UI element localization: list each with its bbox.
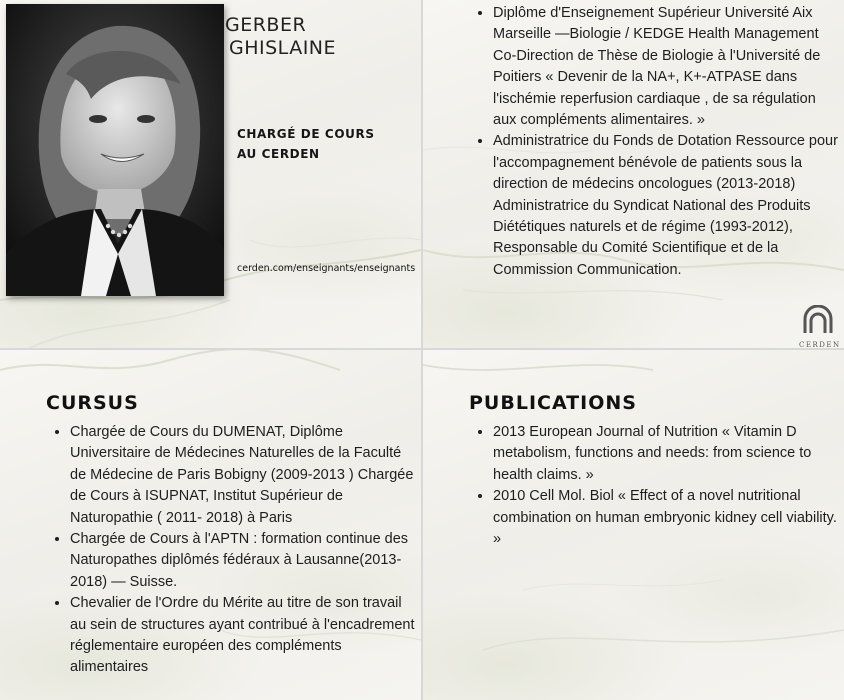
cerden-logo [799, 305, 841, 348]
publications-list [471, 422, 838, 550]
list-item: • Chevalier de l'Ordre du Mérite au titre de son travail au sein de structures ayant contribué à l'encadrement réglementaire européen des compléments alimentaires [70, 593, 415, 679]
list-item: • 2010 Cell Mol. Biol « Effect of a novel nutritional combination on human embryonic kidney cell viability. » [493, 486, 838, 550]
profile-url[interactable]: cerden.com/enseignants/enseignants [237, 263, 416, 274]
list-item: • Chargée de Cours du DUMENAT, Diplôme Universitaire de Médecines Naturelles de la Faculté de Médecine de Paris Bobigny (2009-2013 ) Chargée de Cours à ISUPNAT, Institut Supérieur de Naturopathie ( 2011- 2018) à Paris [70, 422, 415, 529]
first-name: GHISLAINE [229, 37, 337, 59]
portrait-photo [6, 4, 224, 296]
last-name: GERBER [225, 14, 307, 36]
cursus-list [48, 422, 415, 679]
list-item: • Administratrice du Fonds de Dotation Ressource pour l'accompagnement bénévole de patients sous la direction de médecins oncologues (2013-2018) Administratrice du Syndicat National des Produits Diététiques naturels et de régime (1993-2012), Responsable du Comité Scientifique et de la Commission Communication. [493, 131, 838, 281]
role-line-1: CHARGÉ DE COURS [237, 127, 375, 141]
role-line-2: AU CERDEN [237, 147, 320, 161]
list-item: • Chargée de Cours à l'APTN : formation continue des Naturopathes diplômés fédéraux à Lausanne(2013-2018) — Suisse. [70, 529, 415, 593]
role-title [237, 124, 375, 164]
list-item: • Diplôme d'Enseignement Supérieur Université Aix Marseille —Biologie / KEDGE Health Management Co-Direction de Thèse de Biologie à l'Université de Poitiers « Devenir de la NA+, K+-ATPASE dans l'ischémie reperfusion cardiaque , de sa régulation aux compléments alimentaires. » [493, 3, 838, 131]
cursus-panel [0, 350, 421, 700]
cursus-heading: CURSUS [46, 392, 139, 414]
cerden-logo-text: CERDEN [799, 341, 841, 348]
publications-panel [423, 350, 844, 700]
diplomas-panel [423, 0, 844, 348]
diploma-list [471, 3, 838, 281]
cerden-logo-icon [801, 305, 835, 335]
profile-panel [0, 0, 421, 348]
list-item: • 2013 European Journal of Nutrition « Vitamin D metabolism, functions and needs: from science to health claims. » [493, 422, 838, 486]
publications-heading: PUBLICATIONS [469, 392, 637, 414]
